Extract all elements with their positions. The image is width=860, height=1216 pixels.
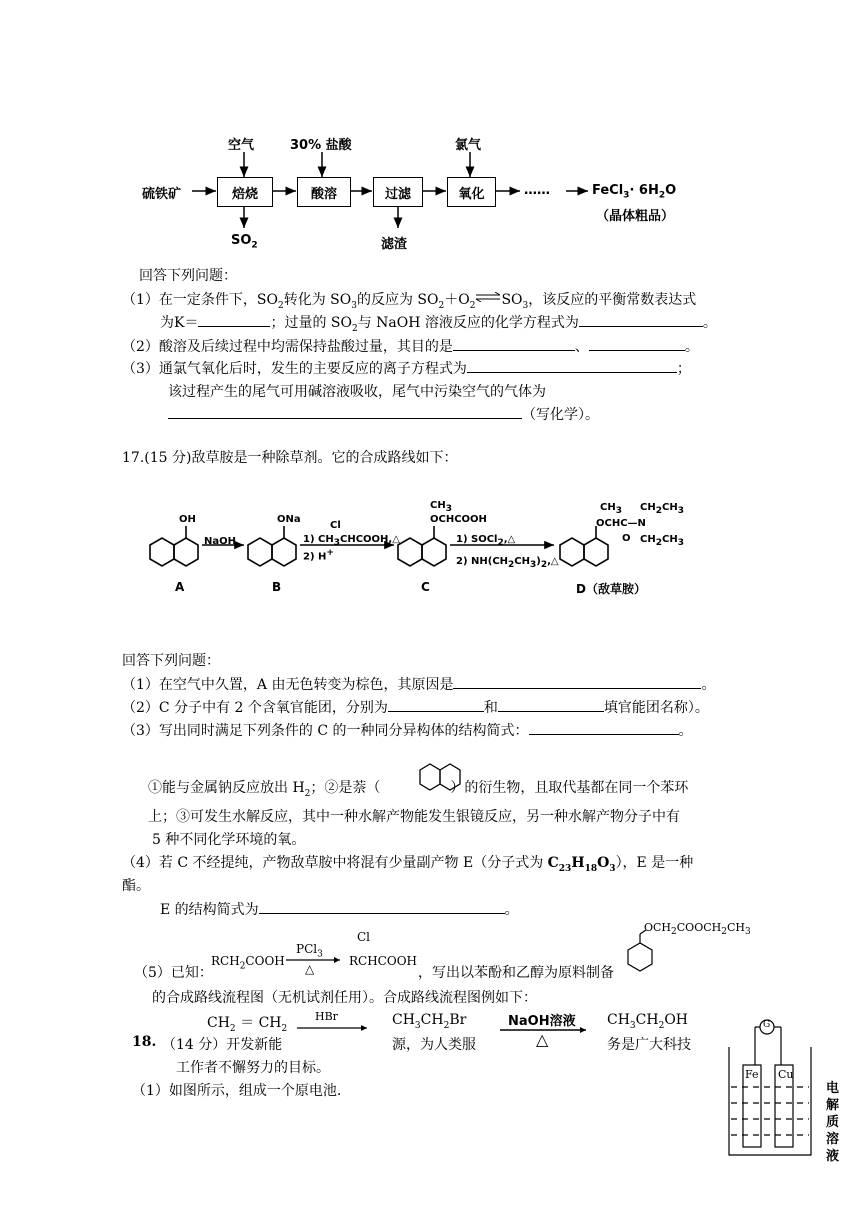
compound-d-et2: $CH_2CH_3$: [640, 534, 684, 548]
reagent-2-line1: 1) SOCl$_2$,△: [456, 534, 516, 548]
q17-part4: （4）若 C 不经提纯，产物敌草胺中将混有少量副产物 E（分子式为 $C_{23}H_{18}O_3$），E 是一种: [122, 855, 694, 874]
q16-part3-b: 该过程产生的尾气可用碱溶液吸收，尾气中污染空气的气体为: [168, 384, 546, 400]
label-b: B: [272, 580, 282, 594]
benzene-ring-icon: [620, 930, 660, 980]
galvanometer-g: G: [763, 1020, 771, 1030]
flow-input-chlorine: 氯气: [455, 138, 482, 153]
naphthalene-icon: [404, 756, 476, 800]
flow-step-oxidize: 氧化: [447, 177, 496, 207]
label-a: A: [175, 580, 185, 594]
q16-part2: （2）酸溶及后续过程中均需保持盐酸过量，其目的是 、 。: [122, 339, 699, 355]
flow-input-air: 空气: [228, 138, 255, 153]
flow-input-acid: 30% 盐酸: [290, 138, 352, 153]
q17-part3: （3）写出同时满足下列条件的 C 的一种同分异构体的结构简式： 。: [122, 723, 693, 739]
label-c: C: [421, 580, 430, 594]
q17-part4-b: 酯。: [122, 878, 150, 894]
reagent-2-line2: 2) $NH(CH_2CH_3)_2,\triangle$: [456, 556, 559, 570]
reagent-naoh: NaOH: [204, 536, 236, 547]
compound-d-o: O: [622, 533, 631, 544]
reagent-1-line2: 2) H+: [303, 548, 334, 563]
p5-reactant: $RCH_2COOH$: [211, 954, 285, 972]
flow-output-residue: 滤渣: [381, 237, 408, 252]
flow-start: 硫铁矿: [142, 187, 182, 202]
q17-part5-label: （5）已知：: [134, 965, 213, 981]
q17-cond1: ①能与金属钠反应放出 $H_2$；②是萘（ ）的衍生物，且取代基都在同一个苯环: [148, 780, 689, 799]
flow-product-note: （晶体粗品）: [596, 209, 675, 224]
compound-c-chain: OCHCOOH: [430, 514, 487, 525]
flow-product: FeCl$_3$· $6H_2O$: [592, 183, 677, 201]
q17-title: 17.(15 分)敌草胺是一种除草剂。它的合成路线如下：: [122, 450, 458, 466]
q16-part3: （3）通氯气氧化后时，发生的主要反应的离子方程式为 ；: [122, 361, 691, 377]
flow-dots: ……: [524, 183, 550, 198]
q18-text-d: 工作者不懈努力的目标。: [176, 1060, 330, 1076]
compound-d-et1: $CH_2CH_3$: [640, 502, 684, 516]
q18-text-c: 务是广大科技: [607, 1037, 691, 1053]
compound-d-ch3: $CH_3$: [600, 502, 622, 516]
q17-part4-c: E 的结构简式为 。: [160, 902, 519, 918]
ex-hbr: HBr: [315, 1010, 338, 1023]
q17-part5-c: 的合成路线流程图（无机试剂任用）。合成路线流程图例如下：: [152, 990, 537, 1006]
q18-number: 18.: [132, 1034, 157, 1050]
q17-cond2: 上；③可发生水解反应，其中一种水解产物能发生银镜反应，另一种水解产物分子中有: [148, 809, 680, 825]
q17-part2: （2）C 分子中有 2 个含氧官能团，分别为 和 填官能团名称）。: [122, 700, 709, 716]
p5-delta: △: [305, 962, 315, 976]
p5-target-chain: $OCH_2COOCH_2CH_3$: [644, 921, 751, 938]
q18-part1: （1）如图所示，组成一个原电池.: [132, 1083, 342, 1099]
ex-ethylene: $CH_2 = CH_2$: [207, 1015, 288, 1034]
q17-part5-b: ，写出以苯酚和乙醇为原料制备: [418, 965, 614, 981]
compound-c-ch3: $CH_3$: [430, 500, 452, 514]
ex-naoh: NaOH溶液: [508, 1014, 576, 1029]
reagent-1-cl: Cl: [330, 520, 341, 531]
flow-step-dissolve: 酸溶: [297, 177, 351, 207]
q17-cond3: 5 种不同化学环境的氧。: [152, 832, 306, 848]
flow-step-filter: 过滤: [373, 177, 423, 207]
q16-part1-line2: 为K＝ ；过量的 $SO_2$与 NaOH 溶液反应的化学方程式为 。: [160, 315, 717, 334]
ex-bromoethane: $CH_3CH_2Br$: [392, 1012, 467, 1031]
p5-product: RCHCOOH: [349, 954, 418, 968]
p5-cl: Cl: [357, 930, 371, 944]
q16-part3-c: （写化学）。: [168, 404, 599, 424]
flow-arrows: [0, 0, 860, 260]
flow-output-so2: $SO_2$: [231, 233, 258, 251]
compound-b-ona: ONa: [277, 514, 301, 525]
electrode-fe: Fe: [745, 1068, 759, 1081]
reagent-1-line1: 1) $CH_3CHCOOH,\triangle$: [303, 534, 400, 548]
label-d: D（敌草胺）: [576, 582, 646, 596]
galvanic-cell-diagram: [725, 1015, 820, 1165]
q17-part1: （1）在空气中久置，A 由无色转变为棕色，其原因是 。: [122, 677, 716, 693]
flow-step-roast: 焙烧: [217, 177, 273, 207]
q18-text-b: 源，为人类服: [392, 1037, 476, 1053]
electrode-cu: Cu: [778, 1068, 794, 1081]
ex-delta: △: [536, 1030, 549, 1049]
q16-part1-line1: （1）在一定条件下，$SO_2$转化为 $SO_3$的反应为 $SO_2+O_2$ $SO_3$，该反应的平衡常数表达式: [122, 292, 697, 311]
compound-d-chain: OCHC—N: [596, 518, 646, 529]
electrolyte-label: 电 解 质 溶 液: [826, 1081, 840, 1164]
q16-intro: 回答下列问题：: [139, 268, 237, 284]
equilibrium-arrow-icon: [475, 292, 501, 302]
q18-text-a: （14 分）开发新能: [162, 1037, 283, 1053]
compound-a-oh: OH: [179, 514, 196, 525]
ex-ethanol: $CH_3CH_2OH$: [607, 1012, 688, 1031]
p5-pcl3: PCl$_3$: [296, 942, 323, 960]
q17-intro: 回答下列问题：: [122, 653, 220, 669]
ex-arrow1-icon: [297, 1024, 369, 1032]
